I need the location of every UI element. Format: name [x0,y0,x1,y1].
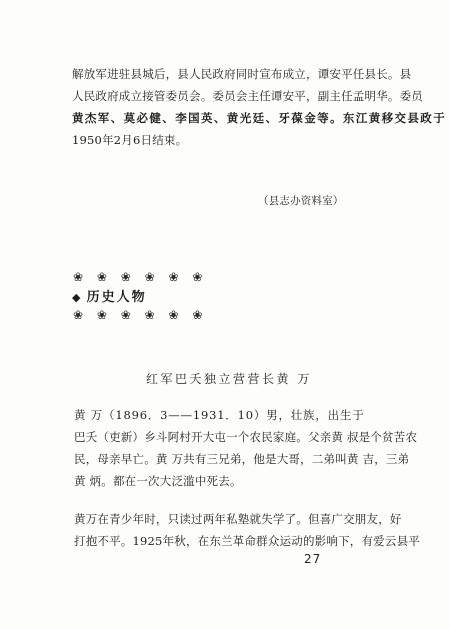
text-line: 民，母亲早亡。黄 万共有三兄弟，他是大哥，二弟叫黄 吉，三弟 [74,452,410,466]
text-line: 黄杰军、莫必健、李国英、黄光廷、牙葆金等。东江黄移交县政于 [72,111,447,125]
paragraph-biography [74,404,418,492]
text-line: 打抱不平。1925年秋，在东兰革命群众运动的影响下，有爱云县平 [74,534,420,548]
text-line: 人民政府成立接管委员会。委员会主任谭安平，副主任孟明华。委员 [72,89,423,103]
section-title: 历史人物 [86,290,147,305]
flower-ornament-top: ❀ ❀ ❀ ❀ ❀ ❀ [73,270,208,284]
text-line: 黄 万（1896．3——1931．10）男，壮族，出生于 [74,408,365,422]
text-line: 1950年2月6日结束。 [72,133,188,147]
paragraph-liberation [72,63,447,151]
text-line: 黄 炳。都在一次大泛滥中死去。 [74,474,242,488]
article-title: 红军巴夭独立营营长黄 万 [146,372,312,386]
section-heading [72,286,147,305]
diamond-bullet-icon: ◆ [72,291,81,304]
text-line: 黄万在青少年时，只读过两年私塾就失学了。但喜广交朋友，好 [74,512,402,526]
paragraph-youth [74,508,420,552]
flower-ornament-bottom: ❀ ❀ ❀ ❀ ❀ ❀ [73,308,208,322]
text-line: 巴夭（吏新）乡斗阿村开大屯一个农民家庭。父亲黄 叔是个贫苦农 [74,430,418,444]
source-note: （县志办资料室） [258,195,344,207]
text-line: 解放军进驻县城后，县人民政府同时宣布成立，谭安平任县长。县 [72,67,412,81]
page-number: 27 [304,552,322,566]
